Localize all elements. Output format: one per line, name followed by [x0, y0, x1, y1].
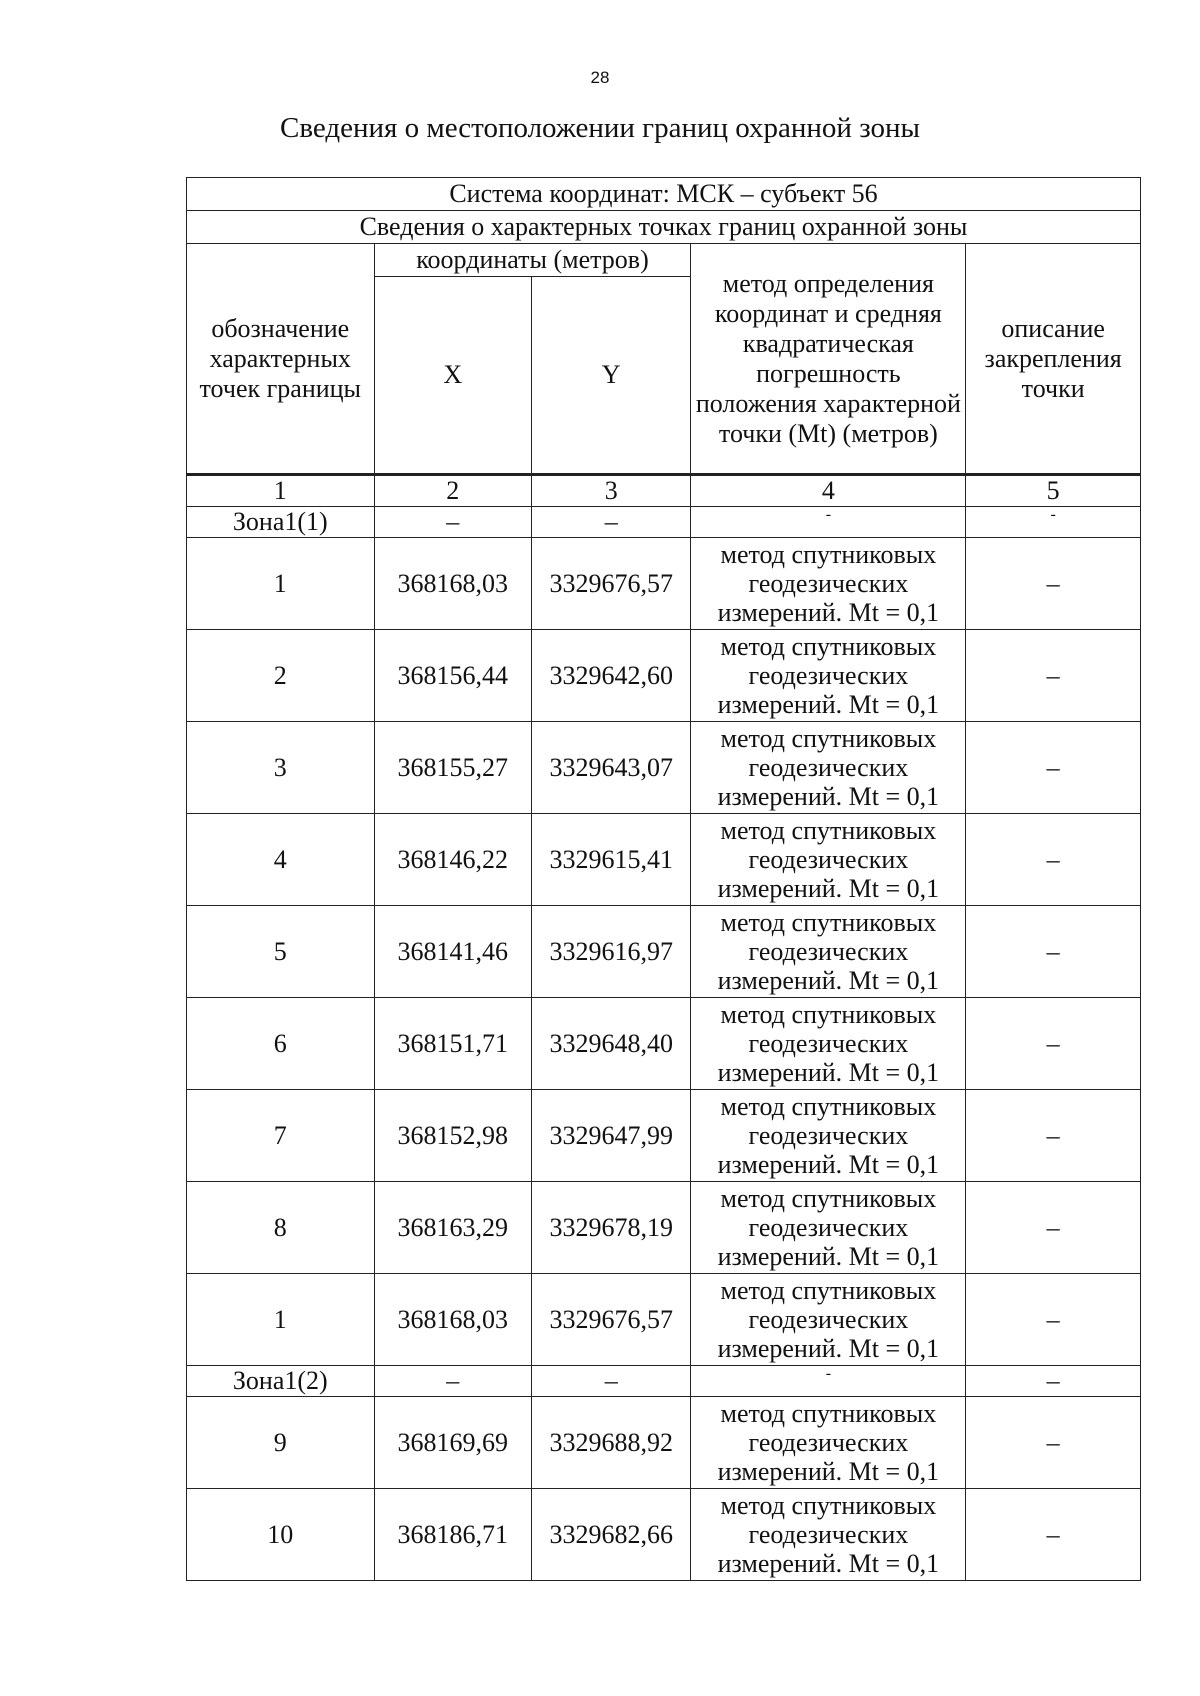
point-desc: – — [966, 1397, 1141, 1489]
point-desc: – — [966, 998, 1141, 1090]
point-desc: – — [966, 722, 1141, 814]
zone-y: – — [531, 1366, 691, 1397]
point-id: 5 — [187, 906, 375, 998]
table-row — [187, 1489, 1141, 1581]
zone-desc: – — [966, 1366, 1141, 1397]
point-y: 3329688,92 — [531, 1397, 691, 1489]
point-method: метод спутниковых геодезических измерений. Mt = 0,1 — [691, 1274, 966, 1366]
point-x: 368156,44 — [374, 630, 531, 722]
table-row — [187, 630, 1141, 722]
table-row — [187, 998, 1141, 1090]
point-desc: – — [966, 1489, 1141, 1581]
point-y: 3329682,66 — [531, 1489, 691, 1581]
point-y: 3329643,07 — [531, 722, 691, 814]
point-x: 368155,27 — [374, 722, 531, 814]
point-method: метод спутниковых геодезических измерений. Mt = 0,1 — [691, 998, 966, 1090]
point-id: 2 — [187, 630, 375, 722]
point-y: 3329615,41 — [531, 814, 691, 906]
point-x: 368169,69 — [374, 1397, 531, 1489]
coordinates-table — [186, 177, 1141, 1581]
point-desc: – — [966, 814, 1141, 906]
point-method: метод спутниковых геодезических измерений. Mt = 0,1 — [691, 1489, 966, 1581]
point-id: 1 — [187, 1274, 375, 1366]
table-row — [187, 1090, 1141, 1182]
header-method: метод определения координат и средняя квадратическая погрешность положения характерной точки (Mt) (метров) — [691, 244, 966, 475]
zone-y: – — [531, 507, 691, 538]
point-desc: – — [966, 906, 1141, 998]
point-x: 368152,98 — [374, 1090, 531, 1182]
header-fixing-description: описание закрепления точки — [966, 244, 1141, 475]
coordinate-system-cell: Система координат: МСК – субъект 56 — [187, 178, 1141, 211]
point-x: 368168,03 — [374, 538, 531, 630]
point-x: 368151,71 — [374, 998, 531, 1090]
table-row — [187, 1397, 1141, 1489]
point-desc: – — [966, 1274, 1141, 1366]
point-id: 10 — [187, 1489, 375, 1581]
coordinate-system-row — [187, 178, 1141, 211]
point-method: метод спутниковых геодезических измерений. Mt = 0,1 — [691, 1090, 966, 1182]
zone-desc: - — [966, 507, 1141, 538]
point-desc: – — [966, 538, 1141, 630]
zone-row — [187, 1366, 1141, 1397]
point-id: 1 — [187, 538, 375, 630]
zone-x: – — [374, 1366, 531, 1397]
column-number: 2 — [374, 475, 531, 507]
table-row — [187, 1274, 1141, 1366]
point-method: метод спутниковых геодезических измерений. Mt = 0,1 — [691, 1182, 966, 1274]
zone-method: - — [691, 1366, 966, 1397]
page-number: 28 — [590, 68, 610, 87]
point-desc: – — [966, 1090, 1141, 1182]
point-y: 3329678,19 — [531, 1182, 691, 1274]
point-method: метод спутниковых геодезических измерений. Mt = 0,1 — [691, 722, 966, 814]
column-number: 1 — [187, 475, 375, 507]
point-id: 4 — [187, 814, 375, 906]
column-number-row — [187, 475, 1141, 507]
column-number: 5 — [966, 475, 1141, 507]
point-id: 9 — [187, 1397, 375, 1489]
point-id: 6 — [187, 998, 375, 1090]
point-desc: – — [966, 630, 1141, 722]
table-row — [187, 906, 1141, 998]
point-y: 3329676,57 — [531, 538, 691, 630]
point-method: метод спутниковых геодезических измерений. Mt = 0,1 — [691, 906, 966, 998]
table-row — [187, 1182, 1141, 1274]
zone-name: Зона1(2) — [187, 1366, 375, 1397]
point-x: 368141,46 — [374, 906, 531, 998]
column-number: 4 — [691, 475, 966, 507]
header-y: Y — [531, 277, 691, 475]
point-x: 368163,29 — [374, 1182, 531, 1274]
zone-name: Зона1(1) — [187, 507, 375, 538]
header-coordinates: координаты (метров) — [374, 244, 691, 277]
point-method: метод спутниковых геодезических измерений. Mt = 0,1 — [691, 538, 966, 630]
point-y: 3329676,57 — [531, 1274, 691, 1366]
point-method: метод спутниковых геодезических измерений. Mt = 0,1 — [691, 630, 966, 722]
table-row — [187, 814, 1141, 906]
header-row — [187, 244, 1141, 277]
document-title: Сведения о местоположении границ охранной зоны — [279, 112, 920, 144]
point-y: 3329616,97 — [531, 906, 691, 998]
point-id: 3 — [187, 722, 375, 814]
point-x: 368146,22 — [374, 814, 531, 906]
point-y: 3329648,40 — [531, 998, 691, 1090]
section-title-row — [187, 211, 1141, 244]
zone-x: – — [374, 507, 531, 538]
header-x: X — [374, 277, 531, 475]
point-y: 3329647,99 — [531, 1090, 691, 1182]
table-row — [187, 538, 1141, 630]
zone-row — [187, 507, 1141, 538]
point-method: метод спутниковых геодезических измерений. Mt = 0,1 — [691, 814, 966, 906]
point-x: 368186,71 — [374, 1489, 531, 1581]
point-desc: – — [966, 1182, 1141, 1274]
point-x: 368168,03 — [374, 1274, 531, 1366]
section-title-cell: Сведения о характерных точках границ охранной зоны — [187, 211, 1141, 244]
point-method: метод спутниковых геодезических измерений. Mt = 0,1 — [691, 1397, 966, 1489]
point-y: 3329642,60 — [531, 630, 691, 722]
header-point-designation: обозначение характерных точек границы — [187, 244, 375, 475]
table-row — [187, 722, 1141, 814]
zone-method: - — [691, 507, 966, 538]
point-id: 7 — [187, 1090, 375, 1182]
point-id: 8 — [187, 1182, 375, 1274]
column-number: 3 — [531, 475, 691, 507]
